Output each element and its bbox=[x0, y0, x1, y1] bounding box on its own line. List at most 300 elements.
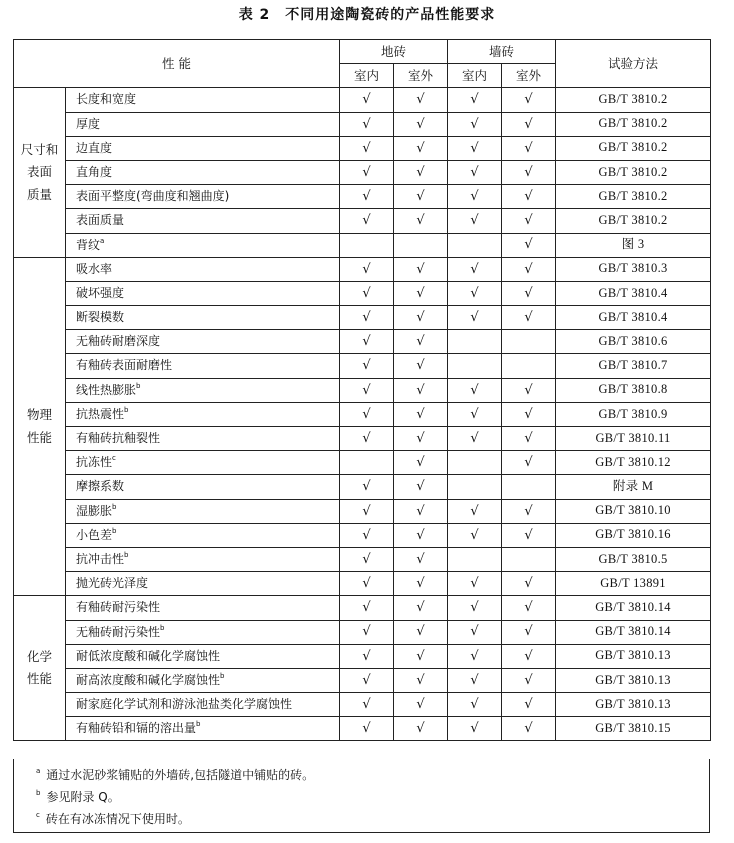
cell-floor-indoor bbox=[340, 112, 394, 136]
cell-wall-outdoor bbox=[502, 330, 556, 354]
footnote-marker: b bbox=[112, 526, 117, 535]
cell-floor-indoor bbox=[340, 209, 394, 233]
check-mark-icon: √ bbox=[416, 334, 425, 350]
property-label: 无釉砖耐磨深度 bbox=[76, 334, 161, 349]
cell-floor-indoor bbox=[340, 306, 394, 330]
check-mark-icon: √ bbox=[524, 285, 533, 301]
check-mark-icon: √ bbox=[524, 721, 533, 737]
cell-floor-indoor bbox=[340, 402, 394, 426]
property-label: 有釉砖耐污染性 bbox=[76, 600, 161, 615]
test-method: GB/T 3810.14 bbox=[556, 620, 711, 644]
footnote-item bbox=[36, 786, 709, 808]
cell-floor-indoor bbox=[340, 330, 394, 354]
check-mark-icon: √ bbox=[362, 648, 371, 664]
property-name bbox=[66, 402, 340, 426]
table-row bbox=[14, 547, 711, 571]
cell-wall-outdoor bbox=[502, 693, 556, 717]
table-row bbox=[14, 136, 711, 160]
check-mark-icon: √ bbox=[362, 92, 371, 108]
cell-floor-outdoor bbox=[394, 547, 448, 571]
cell-floor-indoor bbox=[340, 354, 394, 378]
cell-floor-indoor bbox=[340, 233, 394, 257]
check-mark-icon: √ bbox=[524, 672, 533, 688]
check-mark-icon: √ bbox=[362, 334, 371, 350]
table-row bbox=[14, 281, 711, 305]
check-mark-icon: √ bbox=[362, 697, 371, 712]
table-row bbox=[14, 306, 711, 330]
check-mark-icon: √ bbox=[362, 261, 371, 277]
cell-floor-outdoor bbox=[394, 160, 448, 184]
check-mark-icon: √ bbox=[524, 213, 533, 229]
property-label: 抛光砖光泽度 bbox=[76, 576, 149, 591]
check-mark-icon: √ bbox=[470, 285, 479, 301]
cell-wall-outdoor bbox=[502, 112, 556, 136]
cell-floor-outdoor bbox=[394, 717, 448, 741]
cell-wall-indoor bbox=[448, 451, 502, 475]
header-test-method: 试验方法 bbox=[556, 40, 711, 88]
table-row bbox=[14, 644, 711, 668]
property-label: 耐高浓度酸和碱化学腐蚀性 bbox=[76, 672, 221, 687]
cell-wall-indoor bbox=[448, 88, 502, 112]
property-name bbox=[66, 136, 340, 160]
cell-wall-indoor bbox=[448, 668, 502, 692]
check-mark-icon: √ bbox=[362, 672, 371, 688]
cell-floor-outdoor bbox=[394, 306, 448, 330]
test-method: GB/T 3810.11 bbox=[556, 427, 711, 451]
property-name bbox=[66, 306, 340, 330]
property-label: 小色差 bbox=[76, 527, 113, 542]
footnote-marker: b bbox=[112, 502, 117, 511]
check-mark-icon: √ bbox=[470, 116, 479, 132]
cell-floor-indoor bbox=[340, 427, 394, 451]
cell-floor-outdoor bbox=[394, 451, 448, 475]
property-label: 背纹 bbox=[76, 237, 101, 252]
property-name bbox=[66, 644, 340, 668]
property-label: 有釉砖表面耐磨性 bbox=[76, 358, 173, 373]
cell-wall-indoor bbox=[448, 644, 502, 668]
test-method: 附录 M bbox=[556, 475, 711, 499]
cell-floor-outdoor bbox=[394, 185, 448, 209]
table-row bbox=[14, 717, 711, 741]
check-mark-icon: √ bbox=[416, 406, 425, 422]
check-mark-icon: √ bbox=[470, 503, 479, 519]
property-label: 表面质量 bbox=[76, 213, 125, 228]
cell-wall-outdoor bbox=[502, 185, 556, 209]
cell-floor-outdoor bbox=[394, 112, 448, 136]
cell-wall-indoor bbox=[448, 620, 502, 644]
cell-wall-outdoor bbox=[502, 427, 556, 451]
cell-wall-outdoor bbox=[502, 572, 556, 596]
property-label: 断裂模数 bbox=[76, 310, 125, 325]
check-mark-icon: √ bbox=[362, 140, 371, 156]
cell-wall-indoor bbox=[448, 427, 502, 451]
cell-floor-outdoor bbox=[394, 523, 448, 547]
property-label: 摩擦系数 bbox=[76, 479, 125, 494]
check-mark-icon: √ bbox=[524, 382, 533, 398]
check-mark-icon: √ bbox=[524, 455, 533, 471]
check-mark-icon: √ bbox=[470, 310, 479, 325]
cell-floor-outdoor bbox=[394, 620, 448, 644]
test-method: GB/T 3810.2 bbox=[556, 160, 711, 184]
property-name bbox=[66, 427, 340, 451]
property-name bbox=[66, 451, 340, 475]
cell-floor-indoor bbox=[340, 572, 394, 596]
check-mark-icon: √ bbox=[362, 406, 371, 422]
property-name bbox=[66, 596, 340, 620]
cell-floor-indoor bbox=[340, 499, 394, 523]
test-method: GB/T 3810.13 bbox=[556, 693, 711, 717]
table-row bbox=[14, 88, 711, 112]
table-row bbox=[14, 160, 711, 184]
cell-floor-indoor bbox=[340, 451, 394, 475]
footnote-marker: b bbox=[196, 720, 201, 729]
property-name bbox=[66, 160, 340, 184]
cell-floor-indoor bbox=[340, 523, 394, 547]
cell-wall-indoor bbox=[448, 402, 502, 426]
cell-floor-outdoor bbox=[394, 136, 448, 160]
check-mark-icon: √ bbox=[416, 140, 425, 156]
property-label: 边直度 bbox=[76, 140, 113, 155]
property-name bbox=[66, 233, 340, 257]
property-label: 耐低浓度酸和碱化学腐蚀性 bbox=[76, 648, 221, 663]
test-method: GB/T 3810.6 bbox=[556, 330, 711, 354]
cell-wall-indoor bbox=[448, 693, 502, 717]
cell-floor-indoor bbox=[340, 136, 394, 160]
check-mark-icon: √ bbox=[362, 624, 371, 640]
property-label: 抗热震性 bbox=[76, 406, 125, 421]
cell-wall-indoor bbox=[448, 233, 502, 257]
check-mark-icon: √ bbox=[416, 648, 425, 664]
check-mark-icon: √ bbox=[362, 213, 371, 229]
cell-wall-outdoor bbox=[502, 257, 556, 281]
test-method: GB/T 3810.2 bbox=[556, 112, 711, 136]
check-mark-icon: √ bbox=[362, 600, 371, 616]
check-mark-icon: √ bbox=[416, 358, 425, 374]
table-row bbox=[14, 330, 711, 354]
check-mark-icon: √ bbox=[524, 92, 533, 108]
property-name bbox=[66, 693, 340, 717]
table-row bbox=[14, 378, 711, 402]
cell-wall-outdoor bbox=[502, 451, 556, 475]
property-label: 耐家庭化学试剂和游泳池盐类化学腐蚀性 bbox=[76, 697, 293, 712]
check-mark-icon: √ bbox=[416, 213, 425, 229]
check-mark-icon: √ bbox=[470, 697, 479, 712]
check-mark-icon: √ bbox=[524, 237, 533, 253]
cell-floor-outdoor bbox=[394, 596, 448, 620]
check-mark-icon: √ bbox=[416, 310, 425, 325]
property-name bbox=[66, 523, 340, 547]
cell-floor-outdoor bbox=[394, 233, 448, 257]
test-method: GB/T 3810.10 bbox=[556, 499, 711, 523]
table-row bbox=[14, 523, 711, 547]
check-mark-icon: √ bbox=[524, 430, 533, 446]
property-name bbox=[66, 572, 340, 596]
check-mark-icon: √ bbox=[416, 382, 425, 398]
property-label: 湿膨胀 bbox=[76, 503, 113, 518]
cell-wall-indoor bbox=[448, 572, 502, 596]
check-mark-icon: √ bbox=[524, 189, 533, 205]
cell-floor-indoor bbox=[340, 717, 394, 741]
check-mark-icon: √ bbox=[362, 285, 371, 301]
table-row bbox=[14, 668, 711, 692]
cell-wall-outdoor bbox=[502, 354, 556, 378]
cell-wall-indoor bbox=[448, 547, 502, 571]
check-mark-icon: √ bbox=[470, 624, 479, 640]
cell-wall-outdoor bbox=[502, 668, 556, 692]
cell-wall-indoor bbox=[448, 523, 502, 547]
check-mark-icon: √ bbox=[470, 189, 479, 205]
cell-floor-outdoor bbox=[394, 475, 448, 499]
cell-wall-indoor bbox=[448, 378, 502, 402]
property-label: 有釉砖抗釉裂性 bbox=[76, 431, 161, 445]
check-mark-icon: √ bbox=[416, 189, 425, 205]
cell-floor-indoor bbox=[340, 378, 394, 402]
check-mark-icon: √ bbox=[416, 164, 425, 180]
test-method: 图 3 bbox=[556, 233, 711, 257]
cell-floor-indoor bbox=[340, 185, 394, 209]
property-name bbox=[66, 88, 340, 112]
property-name bbox=[66, 354, 340, 378]
check-mark-icon: √ bbox=[362, 479, 371, 495]
property-name bbox=[66, 668, 340, 692]
cell-wall-indoor bbox=[448, 717, 502, 741]
check-mark-icon: √ bbox=[362, 382, 371, 398]
check-mark-icon: √ bbox=[416, 600, 425, 616]
check-mark-icon: √ bbox=[362, 310, 371, 325]
property-name bbox=[66, 499, 340, 523]
cell-floor-indoor bbox=[340, 281, 394, 305]
check-mark-icon: √ bbox=[470, 92, 479, 108]
check-mark-icon: √ bbox=[470, 672, 479, 688]
property-name bbox=[66, 185, 340, 209]
cell-floor-outdoor bbox=[394, 281, 448, 305]
cell-floor-outdoor bbox=[394, 378, 448, 402]
check-mark-icon: √ bbox=[416, 479, 425, 495]
check-mark-icon: √ bbox=[470, 406, 479, 422]
check-mark-icon: √ bbox=[524, 116, 533, 132]
cell-floor-outdoor bbox=[394, 693, 448, 717]
table-row bbox=[14, 402, 711, 426]
footnote-mark: b bbox=[36, 789, 41, 797]
footnote-item bbox=[36, 764, 709, 786]
cell-floor-indoor bbox=[340, 693, 394, 717]
cell-floor-indoor bbox=[340, 257, 394, 281]
test-method: GB/T 3810.12 bbox=[556, 451, 711, 475]
table-row bbox=[14, 475, 711, 499]
test-method: GB/T 3810.14 bbox=[556, 596, 711, 620]
property-label: 吸水率 bbox=[76, 261, 113, 276]
cell-floor-outdoor bbox=[394, 427, 448, 451]
table-row bbox=[14, 233, 711, 257]
property-name bbox=[66, 378, 340, 402]
check-mark-icon: √ bbox=[524, 600, 533, 616]
cell-wall-outdoor bbox=[502, 160, 556, 184]
check-mark-icon: √ bbox=[416, 285, 425, 301]
check-mark-icon: √ bbox=[524, 624, 533, 640]
group-label: 尺寸和 表面 质量 bbox=[14, 88, 66, 257]
cell-wall-indoor bbox=[448, 160, 502, 184]
group-label: 化学 性能 bbox=[14, 596, 66, 741]
cell-wall-outdoor bbox=[502, 136, 556, 160]
check-mark-icon: √ bbox=[470, 382, 479, 398]
property-name bbox=[66, 330, 340, 354]
cell-floor-outdoor bbox=[394, 402, 448, 426]
cell-floor-outdoor bbox=[394, 209, 448, 233]
check-mark-icon: √ bbox=[524, 503, 533, 519]
check-mark-icon: √ bbox=[416, 551, 425, 567]
table-row bbox=[14, 499, 711, 523]
cell-wall-outdoor bbox=[502, 402, 556, 426]
check-mark-icon: √ bbox=[524, 406, 533, 422]
cell-wall-indoor bbox=[448, 475, 502, 499]
header-wall-outdoor: 室外 bbox=[502, 64, 556, 88]
check-mark-icon: √ bbox=[362, 551, 371, 567]
check-mark-icon: √ bbox=[362, 527, 371, 543]
check-mark-icon: √ bbox=[524, 140, 533, 156]
check-mark-icon: √ bbox=[362, 721, 371, 737]
property-label: 厚度 bbox=[76, 116, 101, 131]
cell-floor-indoor bbox=[340, 644, 394, 668]
table-row bbox=[14, 596, 711, 620]
property-label: 无釉砖耐污染性 bbox=[76, 624, 161, 639]
cell-wall-indoor bbox=[448, 209, 502, 233]
property-name bbox=[66, 717, 340, 741]
test-method: GB/T 3810.2 bbox=[556, 136, 711, 160]
property-name bbox=[66, 281, 340, 305]
property-name bbox=[66, 475, 340, 499]
property-label: 表面平整度(弯曲度和翘曲度) bbox=[76, 189, 230, 204]
property-label: 破坏强度 bbox=[76, 285, 125, 300]
property-label: 长度和宽度 bbox=[76, 92, 137, 107]
footnote-mark: a bbox=[36, 767, 41, 775]
check-mark-icon: √ bbox=[416, 672, 425, 688]
property-label: 直角度 bbox=[76, 164, 113, 179]
footnote-text: 参见附录 Q。 bbox=[46, 790, 120, 804]
cell-wall-outdoor bbox=[502, 547, 556, 571]
cell-wall-outdoor bbox=[502, 209, 556, 233]
check-mark-icon: √ bbox=[416, 721, 425, 737]
cell-wall-outdoor bbox=[502, 717, 556, 741]
cell-floor-outdoor bbox=[394, 644, 448, 668]
footnotes bbox=[13, 759, 710, 833]
cell-floor-outdoor bbox=[394, 330, 448, 354]
check-mark-icon: √ bbox=[416, 624, 425, 640]
footnote-text: 通过水泥砂浆铺贴的外墙砖,包括隧道中铺贴的砖。 bbox=[46, 768, 315, 782]
cell-wall-outdoor bbox=[502, 378, 556, 402]
cell-floor-outdoor bbox=[394, 354, 448, 378]
check-mark-icon: √ bbox=[470, 648, 479, 664]
property-name bbox=[66, 209, 340, 233]
cell-wall-outdoor bbox=[502, 523, 556, 547]
group-label: 物理 性能 bbox=[14, 257, 66, 596]
cell-wall-indoor bbox=[448, 185, 502, 209]
header-row-1 bbox=[14, 40, 711, 64]
check-mark-icon: √ bbox=[416, 430, 425, 446]
test-method: GB/T 13891 bbox=[556, 572, 711, 596]
cell-wall-outdoor bbox=[502, 644, 556, 668]
cell-floor-indoor bbox=[340, 547, 394, 571]
check-mark-icon: √ bbox=[524, 310, 533, 325]
test-method: GB/T 3810.5 bbox=[556, 547, 711, 571]
test-method: GB/T 3810.4 bbox=[556, 281, 711, 305]
check-mark-icon: √ bbox=[470, 600, 479, 616]
check-mark-icon: √ bbox=[416, 576, 425, 592]
test-method: GB/T 3810.2 bbox=[556, 88, 711, 112]
footnote-marker: c bbox=[112, 454, 116, 463]
check-mark-icon: √ bbox=[416, 527, 425, 543]
cell-floor-indoor bbox=[340, 160, 394, 184]
check-mark-icon: √ bbox=[362, 189, 371, 205]
cell-wall-outdoor bbox=[502, 281, 556, 305]
cell-wall-indoor bbox=[448, 330, 502, 354]
table-row bbox=[14, 185, 711, 209]
cell-floor-indoor bbox=[340, 668, 394, 692]
cell-wall-indoor bbox=[448, 306, 502, 330]
cell-floor-outdoor bbox=[394, 88, 448, 112]
header-floor-outdoor: 室外 bbox=[394, 64, 448, 88]
table-row bbox=[14, 209, 711, 233]
header-wall-tile: 墙砖 bbox=[448, 40, 556, 64]
check-mark-icon: √ bbox=[470, 527, 479, 543]
cell-wall-outdoor bbox=[502, 620, 556, 644]
test-method: GB/T 3810.2 bbox=[556, 209, 711, 233]
table-row bbox=[14, 572, 711, 596]
header-property: 性 能 bbox=[14, 40, 340, 88]
cell-wall-indoor bbox=[448, 354, 502, 378]
check-mark-icon: √ bbox=[362, 576, 371, 592]
check-mark-icon: √ bbox=[470, 721, 479, 737]
check-mark-icon: √ bbox=[524, 697, 533, 712]
test-method: GB/T 3810.13 bbox=[556, 644, 711, 668]
check-mark-icon: √ bbox=[470, 140, 479, 156]
table-row bbox=[14, 427, 711, 451]
table-row bbox=[14, 620, 711, 644]
check-mark-icon: √ bbox=[524, 576, 533, 592]
test-method: GB/T 3810.9 bbox=[556, 402, 711, 426]
cell-floor-indoor bbox=[340, 475, 394, 499]
check-mark-icon: √ bbox=[362, 116, 371, 132]
check-mark-icon: √ bbox=[524, 527, 533, 543]
property-label: 抗冻性 bbox=[76, 455, 113, 470]
cell-wall-indoor bbox=[448, 281, 502, 305]
test-method: GB/T 3810.8 bbox=[556, 378, 711, 402]
check-mark-icon: √ bbox=[416, 503, 425, 519]
footnote-marker: b bbox=[124, 550, 129, 559]
property-name bbox=[66, 257, 340, 281]
check-mark-icon: √ bbox=[470, 430, 479, 446]
footnote-item bbox=[36, 808, 709, 830]
cell-wall-outdoor bbox=[502, 499, 556, 523]
cell-wall-outdoor bbox=[502, 306, 556, 330]
test-method: GB/T 3810.4 bbox=[556, 306, 711, 330]
property-name bbox=[66, 547, 340, 571]
table-row bbox=[14, 693, 711, 717]
property-label: 有釉砖铅和镉的溶出量 bbox=[76, 721, 197, 736]
check-mark-icon: √ bbox=[470, 576, 479, 592]
test-method: GB/T 3810.13 bbox=[556, 668, 711, 692]
test-method: GB/T 3810.3 bbox=[556, 257, 711, 281]
test-method: GB/T 3810.15 bbox=[556, 717, 711, 741]
table-title: 表 2 不同用途陶瓷砖的产品性能要求 bbox=[238, 7, 496, 23]
check-mark-icon: √ bbox=[524, 261, 533, 277]
cell-wall-indoor bbox=[448, 499, 502, 523]
table-row bbox=[14, 451, 711, 475]
check-mark-icon: √ bbox=[416, 455, 425, 471]
header-floor-tile: 地砖 bbox=[340, 40, 448, 64]
table-row bbox=[14, 257, 711, 281]
table-row bbox=[14, 354, 711, 378]
check-mark-icon: √ bbox=[416, 92, 425, 108]
